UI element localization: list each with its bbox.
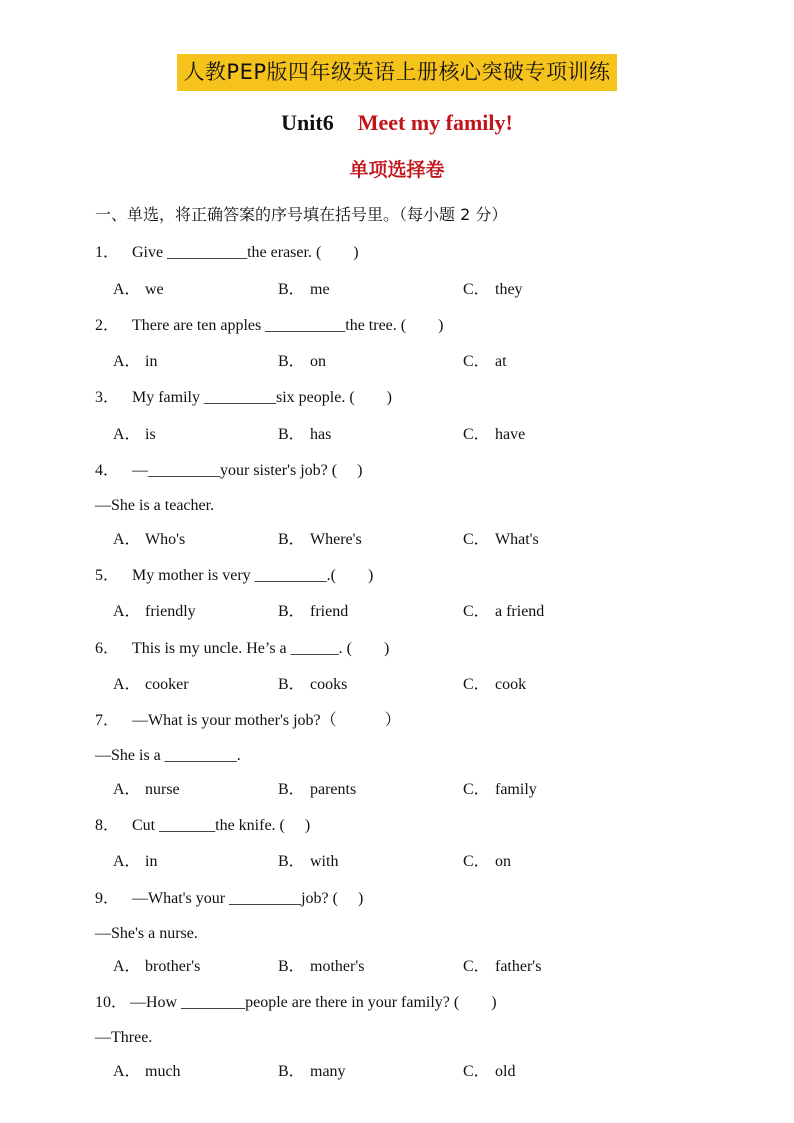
- option-c[interactable]: C． What's: [463, 531, 539, 548]
- option-b[interactable]: B． parents: [278, 781, 357, 798]
- option-c[interactable]: C． father's: [463, 958, 542, 975]
- section-instruction: 一、单选，将正确答案的序号填在括号里。（每小题 2 分）: [95, 205, 508, 224]
- question-stem: —_________your sister's job? ( ): [132, 462, 363, 479]
- option-b[interactable]: B． many: [278, 1063, 346, 1080]
- worksheet-banner: 人教PEP版四年级英语上册核心突破专项训练: [177, 54, 616, 91]
- question-reply: —She's a nurse.: [95, 925, 198, 942]
- option-c[interactable]: C． family: [463, 781, 537, 798]
- question-stem: —How ________people are there in your family? ( ): [130, 994, 497, 1011]
- question-stem: This is my uncle. He’s a ______. ( ): [132, 640, 390, 657]
- option-c[interactable]: C． they: [463, 281, 523, 298]
- question-number: 2．: [95, 317, 120, 334]
- option-c[interactable]: C． a friend: [463, 603, 545, 620]
- option-b[interactable]: B． Where's: [278, 531, 362, 548]
- option-b[interactable]: B． on: [278, 353, 326, 370]
- option-a[interactable]: A． brother's: [113, 958, 201, 975]
- question-8: [95, 814, 310, 838]
- question-stem: There are ten apples __________the tree. ( ): [132, 317, 444, 334]
- question-reply: —She is a _________.: [95, 747, 241, 764]
- option-c[interactable]: C． on: [463, 853, 511, 870]
- option-b[interactable]: B． cooks: [278, 676, 348, 693]
- question-stem: My family _________six people. ( ): [132, 389, 392, 406]
- worksheet-subtitle: 单项选择卷: [349, 159, 445, 181]
- question-1: [95, 241, 359, 265]
- question-2: [95, 314, 443, 338]
- option-c[interactable]: C． old: [463, 1063, 516, 1080]
- option-b[interactable]: B． friend: [278, 603, 349, 620]
- question-10: [95, 991, 497, 1015]
- option-a[interactable]: A． in: [113, 353, 158, 370]
- question-stem: —What's your _________job? ( ): [132, 890, 364, 907]
- option-a[interactable]: A． is: [113, 426, 156, 443]
- option-a[interactable]: A． nurse: [113, 781, 180, 798]
- question-6: [95, 637, 389, 661]
- unit-title: Meet my family!: [357, 110, 513, 135]
- question-number: 7．: [95, 712, 120, 729]
- question-number: 4．: [95, 462, 120, 479]
- option-a[interactable]: A． cooker: [113, 676, 189, 693]
- option-b[interactable]: B． me: [278, 281, 330, 298]
- question-number: 9．: [95, 890, 120, 907]
- option-c[interactable]: C． have: [463, 426, 526, 443]
- question-number: 3．: [95, 389, 120, 406]
- option-c[interactable]: C． cook: [463, 676, 527, 693]
- option-a[interactable]: A． friendly: [113, 603, 196, 620]
- option-c[interactable]: C． at: [463, 353, 507, 370]
- option-b[interactable]: B． with: [278, 853, 339, 870]
- unit-number: Unit6: [281, 110, 334, 135]
- option-a[interactable]: A． Who's: [113, 531, 186, 548]
- question-stem: Cut _______the knife. ( ): [132, 817, 311, 834]
- question-stem: My mother is very _________.( ): [132, 567, 374, 584]
- option-b[interactable]: B． has: [278, 426, 332, 443]
- question-7: [95, 709, 401, 733]
- question-number: 1．: [95, 244, 120, 261]
- option-a[interactable]: A． in: [113, 853, 158, 870]
- question-4: [95, 459, 362, 483]
- option-a[interactable]: A． much: [113, 1063, 181, 1080]
- option-b[interactable]: B． mother's: [278, 958, 365, 975]
- question-number: 8．: [95, 817, 120, 834]
- question-3: [95, 386, 392, 410]
- unit-heading: [0, 108, 794, 138]
- question-number: 5．: [95, 567, 120, 584]
- question-9: [95, 887, 363, 911]
- question-stem: —What is your mother's job?（ ）: [132, 712, 401, 729]
- question-5: [95, 564, 373, 588]
- option-a[interactable]: A． we: [113, 281, 164, 298]
- question-stem: Give __________the eraser. ( ): [132, 244, 359, 261]
- banner-wrap: [0, 54, 794, 91]
- question-number: 6．: [95, 640, 120, 657]
- question-reply: —She is a teacher.: [95, 497, 215, 514]
- question-reply: —Three.: [95, 1029, 153, 1046]
- question-number: 10．: [95, 994, 128, 1011]
